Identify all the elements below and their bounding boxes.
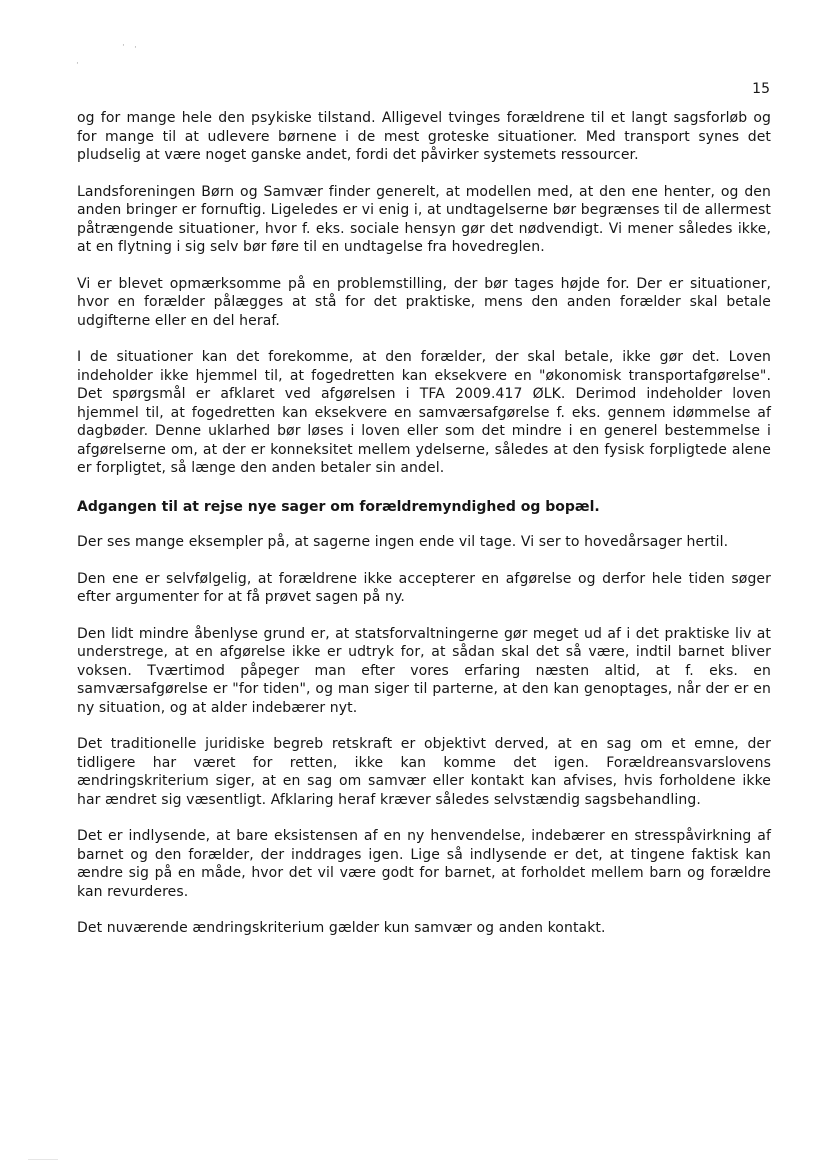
scan-speck: · bbox=[76, 59, 79, 69]
paragraph: Det nuværende ændringskriterium gælder kun samvær og anden kontakt. bbox=[77, 920, 606, 936]
paragraph: Det er indlysende, at bare eksistensen af en ny henvendelse, indebærer en stresspåvirkning af barnet og den forælder, der inddrages igen. Lige så indlysende er det, at tingene faktisk kan ændre sig på en måde, hvor det vil være godt for barnet, at forholdet mellem barn og forældre kan revurderes. bbox=[77, 828, 771, 900]
scan-speck: · bbox=[122, 41, 125, 51]
scan-edge-mark bbox=[28, 1159, 58, 1160]
paragraph: og for mange hele den psykiske tilstand. Alligevel tvinges forældrene til et langt sagsforløb og for mange til at udlevere børnene i de mest groteske situationer. Med transport synes det pludselig at være noget ganske andet, fordi det påvirker systemets ressourcer. bbox=[77, 110, 771, 163]
paragraph: Den ene er selvfølgelig, at forældrene ikke accepterer en afgørelse og derfor hele tiden søger efter argumenter for at få prøvet sagen på ny. bbox=[77, 570, 771, 605]
paragraph: Landsforeningen Børn og Samvær finder generelt, at modellen med, at den ene henter, og den anden bringer er fornuftig. Ligeledes er vi enig i, at undtagelserne bør begrænses til de allermest påtrængende situationer, hvor f. eks. sociale hensyn gør det nødvendigt. Vi mener således ikke, at en flytning i sig selv bør føre til en undtagelse fra hovedreglen. bbox=[77, 183, 771, 255]
paragraph: Den lidt mindre åbenlyse grund er, at statsforvaltningerne gør meget ud af i det praktiske liv at understrege, at en afgørelse ikke er udtryk for, at sådan skal det så være, indtil barnet bliver voksen. Tværtimod påpeger man efter vores erfaring næsten altid, at f. eks. en samværsafgørelse er "for tiden", og man siger til parterne, at den kan genoptages, når der er en ny situation, og at alder indebærer nyt. bbox=[77, 625, 771, 716]
paragraph: I de situationer kan det forekomme, at den forælder, der skal betale, ikke gør det. Loven indeholder ikke hjemmel til, at fogedretten kan eksekvere en "økonomisk transportafgørelse". Det spørgsmål er afklaret ved afgørelsen i TFA 2009.417 ØLK. Derimod indeholder loven hjemmel til, at fogedretten kan eksekvere en samværsafgørelse f. eks. gennem idømmelse af dagbøder. Denne uklarhed bør løses i loven eller som det mindre i en generel bestemmelse i afgørelserne om, at der er konneksitet mellem ydelserne, således at den fysisk forpligtede alene er forpligtet, så længe den anden betaler sin andel. bbox=[77, 349, 771, 476]
document-body bbox=[77, 109, 771, 938]
section-heading: Adgangen til at rejse nye sager om forældremyndighed og bopæl. bbox=[77, 498, 600, 515]
paragraph: Der ses mange eksempler på, at sagerne ingen ende vil tage. Vi ser to hovedårsager hertil. bbox=[77, 534, 729, 550]
page-number: 15 bbox=[752, 81, 770, 97]
scan-speck: · bbox=[134, 43, 137, 53]
paragraph: Det traditionelle juridiske begreb retskraft er objektivt derved, at en sag om et emne, der tidligere har været for retten, ikke kan komme det igen. Forældreansvarslovens ændringskriterium siger, at en sag om samvær eller kontakt kan afvises, hvis forholdene ikke har ændret sig væsentligt. Afklaring heraf kræver således selvstændig sagsbehandling. bbox=[77, 736, 771, 808]
paragraph: Vi er blevet opmærksomme på en problemstilling, der bør tages højde for. Der er situationer, hvor en forælder pålægges at stå for det praktiske, mens den anden forælder skal betale udgifterne eller en del heraf. bbox=[77, 275, 771, 329]
